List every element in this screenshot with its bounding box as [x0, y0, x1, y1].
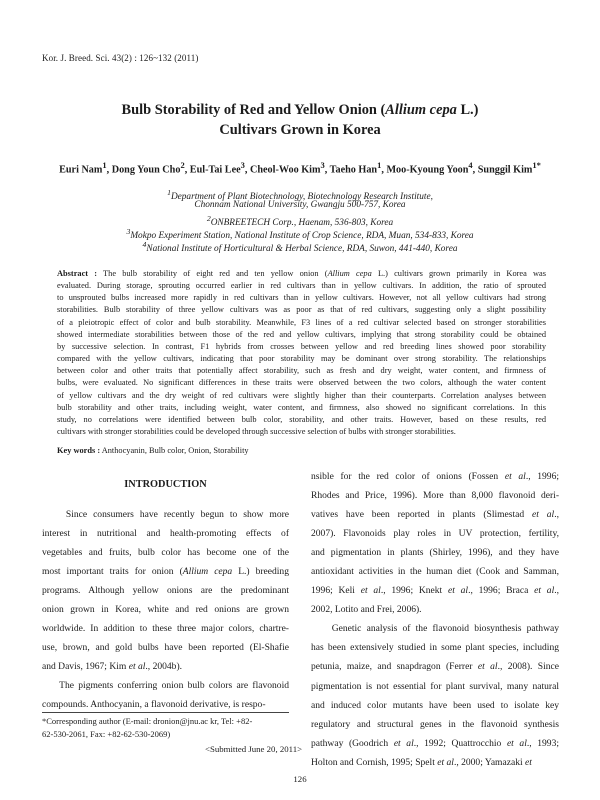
- affiliation-sup: 1: [167, 188, 171, 197]
- intro-text-line: regulatory and structural genes in the flavonoid synthesis: [311, 718, 559, 730]
- intro-text-line: Rhodes and Price, 1996). More than 8,000 flavonoid deri-: [311, 490, 559, 502]
- keywords-label: Key words :: [57, 446, 101, 455]
- intro-text-line: pigmentation is not essential for plant survival, many natural: [311, 680, 559, 692]
- author-name: Eul-Tai Lee: [189, 164, 241, 176]
- abstract-line: cultivars with stronger storabilities could be developed through successive selection of bulbs with stronger storabilities.: [57, 427, 456, 437]
- author-name: Taeho Han: [329, 164, 378, 176]
- intro-text-line: vegetables and fruits, bulb color has become one of the: [42, 547, 289, 559]
- abstract-label: Abstract :: [57, 269, 98, 278]
- author-name: Dong Youn Cho: [111, 164, 181, 176]
- author-affiliation-sup: 3: [320, 160, 325, 170]
- title-text-part1: Bulb Storability of Red and Yellow Onion (: [121, 102, 386, 118]
- intro-text-line: and pigmentation in plants (Shirley, 1996), and they have: [311, 547, 559, 559]
- intro-right-column: [311, 467, 559, 772]
- intro-text-line: 2007). Flavonoids play roles in UV protection, fertility,: [311, 528, 559, 540]
- affiliation-text: Department of Plant Biotechnology, Biotechnology Research Institute,: [170, 192, 433, 203]
- intro-text-line: Since consumers have recently begun to show more: [42, 509, 290, 520]
- author-affiliation-sup: 2: [180, 160, 185, 170]
- section-heading-introduction: INTRODUCTION: [124, 479, 207, 490]
- abstract-line: study, no correlations were identified between bulb color, storability, and other traits. However, based on these results, red: [57, 414, 546, 424]
- intro-text-line: onion grown in Korea, white and red onions are grown: [42, 604, 289, 616]
- author-name: Moo-Kyoung Yoon: [386, 164, 469, 176]
- abstract-line: bulbs, were evaluated. No significant differences in these traits were observed between the two colors, although the water content: [57, 378, 546, 388]
- abstract-block: [57, 268, 546, 438]
- abstract-line: to unsprouted bulbs increased more rapidly in red cultivars than in yellow cultivars. However, not all yellow cultivars had strong: [57, 293, 546, 303]
- abstract-line: between color and other traits that potentially affect storability, such as fresh and dry weight, water content, and firmness of: [57, 366, 546, 376]
- abstract-line: bulb storability and other traits, including weight, water content, and firmness, also showed no significant correlations. In this: [57, 402, 546, 412]
- keywords-text: Anthocyanin, Bulb color, Onion, Storability: [100, 446, 249, 455]
- abstract-line: compared with the yellow cultivars, indicating that poor storability may be dominant over strong storability. The relationships: [57, 354, 546, 364]
- intro-text-line: and induced color mutants have been used to isolate key: [311, 699, 559, 711]
- intro-text-line: petunia, maize, and snapdragon (Ferrer et al., 2008). Since: [311, 661, 559, 673]
- intro-text-line: 2002, Lotito and Frei, 2006).: [311, 604, 422, 616]
- intro-text-line: and Davis, 1967; Kim et al., 2004b).: [42, 661, 183, 673]
- intro-text-line: antioxidant activities in the human diet (Cook and Samman,: [311, 566, 559, 578]
- intro-text-line: programs. Although yellow onions are the predominant: [42, 585, 289, 597]
- intro-text-line: use, brown, and gold bulbs have been reported (El-Shafie: [42, 642, 289, 654]
- affiliation-sup: 2: [206, 214, 211, 223]
- intro-text-line: Genetic analysis of the flavonoid biosynthesis pathway: [311, 623, 559, 635]
- intro-text-line: nsible for the red color of onions (Fossen et al., 1996;: [311, 471, 559, 482]
- intro-text-line: has been extensively studied in some plant species, including: [311, 642, 559, 654]
- affiliation-text: National Institute of Horticultural & Herbal Science, RDA, Suwon, 441-440, Korea: [146, 244, 458, 255]
- author-affiliation-sup: 1: [102, 160, 107, 170]
- author-affiliation-sup: 4: [468, 160, 473, 170]
- intro-text-line: 1996; Keli et al., 1996; Knekt et al., 1996; Braca et al.,: [311, 585, 560, 597]
- page-number: 126: [293, 774, 307, 784]
- paper-title-line2: Cultivars Grown in Korea: [219, 122, 381, 138]
- author-affiliation-sup: 1: [377, 160, 382, 170]
- footnote-line: *Corresponding author (E-mail: dronion@jnu.ac kr, Tel: +82-: [42, 716, 253, 726]
- intro-text-line: pathway (Goodrich et al., 1992; Quattrocchio et al., 1993;: [311, 737, 560, 749]
- abstract-line: of a pleiotropic effect of color and bulb storability. Meanwhile, F3 lines of a red cultivar selected based on stronger storabilities: [57, 317, 546, 327]
- intro-text-line: most important traits for onion (Allium cepa L.) breeding: [42, 566, 289, 578]
- abstract-line: Abstract : The bulb storability of eight red and ten yellow onion (Allium cepa L.) cultivars grown primarily in Korea was: [57, 269, 546, 278]
- journal-citation: Kor. J. Breed. Sci. 43(2) : 126~132 (2011): [42, 53, 199, 63]
- intro-text-line: compounds. Anthocyanin, a flavonoid derivative, is respo-: [42, 699, 266, 711]
- author-name: Cheol-Woo Kim: [249, 164, 321, 176]
- title-species-italic: Allium cepa: [385, 102, 457, 118]
- footnote-divider: [42, 712, 289, 713]
- affiliation-1-cont: Chonnam National University, Gwangju 500-757, Korea: [194, 200, 406, 210]
- author-affiliation-sup: 1*: [532, 160, 541, 170]
- abstract-line: storabilities. Bulb storability of three yellow cultivars was as poor as that of red cultivars, suggesting only a slight possibility: [57, 305, 546, 315]
- abstract-line: of yellow cultivars and the dry weight of red cultivars were slightly higher than their counterparts. Correlation analyses between: [57, 390, 546, 400]
- intro-text-line: Holton and Cornish, 1995; Spelt et al., 2000; Yamazaki et: [311, 756, 532, 768]
- intro-text-line: vatives have been reported in plants (Slimestad et al.,: [311, 509, 559, 521]
- author-affiliation-sup: 3: [240, 160, 245, 170]
- affiliation-sup: 3: [126, 227, 131, 236]
- abstract-line: showed intermediate storabilities between those of the red and yellow cultivars, implying that strong storability could be obtained: [57, 329, 546, 339]
- affiliation-sup: 4: [142, 240, 147, 249]
- abstract-line: by successive selection. In contrast, F1 hybrids from crosses between yellow and red breeding lines showed poor storability: [57, 341, 546, 351]
- intro-text-line: worldwide. In addition to these three major colors, chartre-: [42, 623, 289, 635]
- intro-text-line: interest in nutritional and health-promoting effects of: [42, 528, 289, 540]
- affiliation-4: [60, 238, 540, 256]
- author-list: Euri Nam$^1$, Dong Youn Cho$^2$, Eul-Tai Lee$^3$, Cheol-Woo Kim$^3$, Taeho Han$^1$, Moo-Kyoung Yoon$^4$, Sunggil Kim$^{1*}$: [59, 160, 541, 176]
- author-name: Euri Nam: [59, 164, 103, 176]
- author-name: Sunggil Kim: [477, 164, 533, 176]
- abstract-line: evaluated. During storage, sprouting occurred earlier in red cultivars than in yellow cultivars. In addition, the ratio of sprouted: [57, 281, 546, 291]
- footnote-line: 62-530-2061, Fax: +82-62-530-2069): [42, 729, 171, 739]
- submission-date: <Submitted June 20, 2011>: [205, 744, 303, 754]
- affiliation-text: ONBREETECH Corp., Haenam, 536-803, Korea: [210, 218, 394, 229]
- title-text-part2: L.): [456, 102, 479, 118]
- keywords-line: [57, 446, 249, 455]
- affiliation-text: Mokpo Experiment Station, National Institute of Crop Science, RDA, Muan, 534-833, Korea: [130, 231, 474, 242]
- paper-title-line1: [60, 101, 540, 120]
- intro-text-line: The pigments conferring onion bulb colors are flavonoid: [42, 680, 290, 692]
- corresponding-author-footnote: [42, 715, 289, 741]
- intro-left-column: [42, 505, 289, 715]
